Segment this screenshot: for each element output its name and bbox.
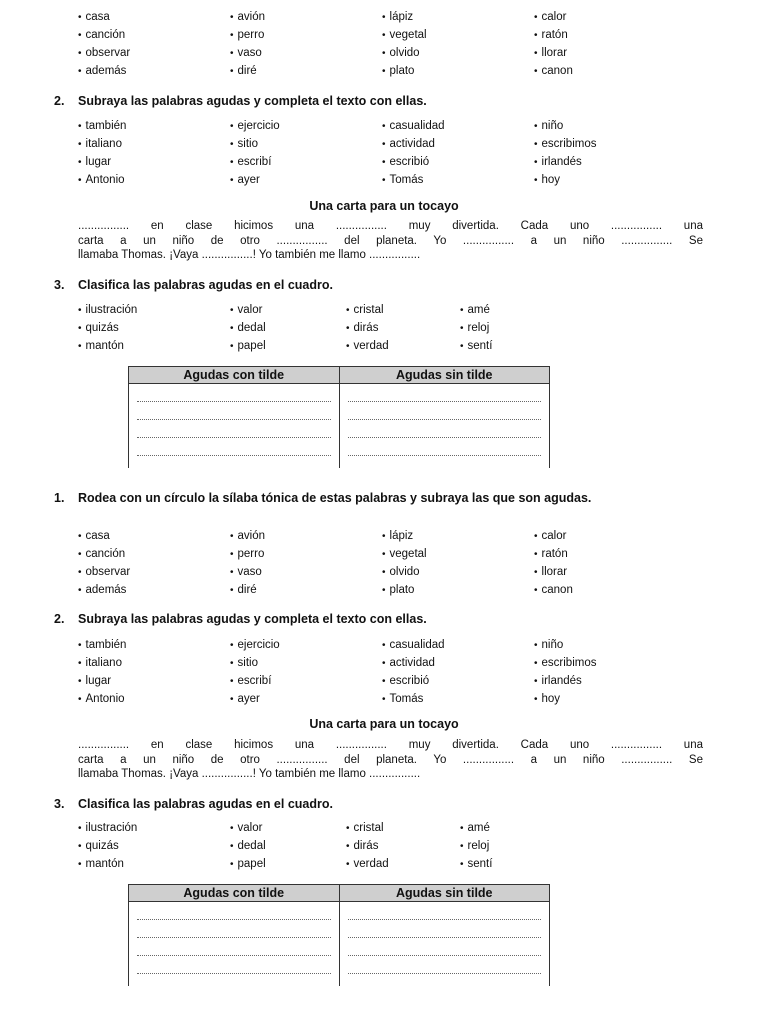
table-header: Agudas con tilde — [129, 885, 340, 902]
exercise-instruction: Subraya las palabras agudas y completa el texto con ellas. — [78, 94, 427, 108]
word: • escribimos — [534, 135, 596, 154]
exercise-heading — [54, 94, 427, 108]
answer-line[interactable] — [129, 956, 340, 974]
answer-line[interactable] — [339, 420, 550, 438]
word: • llorar — [534, 44, 567, 63]
exercise-instruction: Clasifica las palabras agudas en el cuadro. — [78, 797, 333, 811]
word: • amé — [460, 819, 490, 838]
answer-line[interactable] — [339, 920, 550, 938]
word: • hoy — [534, 171, 560, 190]
word: • escribimos — [534, 654, 596, 673]
word: • lápiz — [382, 527, 413, 546]
exercise-number: 2. — [54, 94, 65, 108]
word: • perro — [230, 26, 264, 45]
word: • papel — [230, 337, 266, 356]
word: • ratón — [534, 26, 568, 45]
table-header: Agudas sin tilde — [339, 885, 550, 902]
word: • cristal — [346, 301, 384, 320]
exercise-heading — [54, 491, 714, 506]
word: • quizás — [78, 319, 119, 338]
word: • dirás — [346, 837, 378, 856]
word: • Tomás — [382, 171, 423, 190]
answer-line[interactable] — [339, 902, 550, 921]
letter-line: llamaba Thomas. ¡Vaya ................! Yo también me llamo ................ — [78, 249, 421, 261]
word: • escribió — [382, 153, 429, 172]
word: • niño — [534, 636, 563, 655]
table-cell — [339, 974, 550, 986]
word: • lugar — [78, 672, 111, 691]
letter-line: llamaba Thomas. ¡Vaya ................! Yo también me llamo ................ — [78, 768, 421, 780]
answer-line[interactable] — [129, 920, 340, 938]
word: • verdad — [346, 855, 389, 874]
word: • papel — [230, 855, 266, 874]
word: • sitio — [230, 654, 258, 673]
word: • amé — [460, 301, 490, 320]
word: • Tomás — [382, 690, 423, 709]
word: • ilustración — [78, 301, 137, 320]
word: • además — [78, 62, 126, 81]
answer-line[interactable] — [339, 956, 550, 974]
word: • plato — [382, 581, 414, 600]
word: • casualidad — [382, 636, 445, 655]
exercise-instruction: Clasifica las palabras agudas en el cuadro. — [78, 278, 333, 292]
exercise-heading — [54, 278, 333, 292]
word: • también — [78, 636, 126, 655]
letter-text — [78, 738, 703, 782]
word: • escribió — [382, 672, 429, 691]
word: • escribí — [230, 153, 271, 172]
word: • actividad — [382, 654, 435, 673]
word: • lugar — [78, 153, 111, 172]
word: • avión — [230, 8, 265, 27]
word: • perro — [230, 545, 264, 564]
word: • irlandés — [534, 672, 582, 691]
word: • ejercicio — [230, 117, 280, 136]
table-cell — [129, 974, 340, 986]
answer-line[interactable] — [339, 402, 550, 420]
word: • Antonio — [78, 690, 125, 709]
table-header: Agudas sin tilde — [339, 367, 550, 384]
answer-line[interactable] — [129, 438, 340, 456]
word: • calor — [534, 8, 566, 27]
exercise-number: 1. — [54, 491, 65, 505]
word: • dirás — [346, 319, 378, 338]
word: • sentí — [460, 337, 492, 356]
word: • además — [78, 581, 126, 600]
answer-line[interactable] — [129, 384, 340, 403]
exercise-number: 3. — [54, 797, 65, 811]
exercise-heading — [54, 612, 427, 626]
word: • escribí — [230, 672, 271, 691]
word: • lápiz — [382, 8, 413, 27]
word: • italiano — [78, 135, 122, 154]
word: • dedal — [230, 837, 266, 856]
answer-line[interactable] — [339, 384, 550, 403]
answer-line[interactable] — [129, 902, 340, 921]
word: • avión — [230, 527, 265, 546]
word: • calor — [534, 527, 566, 546]
exercise-heading — [54, 797, 333, 811]
word: • canon — [534, 581, 573, 600]
word: • diré — [230, 581, 257, 600]
letter-line: ................ en clase hicimos una ................ muy divertida. Cada uno ................ una — [78, 220, 703, 232]
letter-line: carta a un niño de otro ................ del planeta. Yo ................ a un niño ................ Se — [78, 753, 703, 766]
word: • sentí — [460, 855, 492, 874]
letter-line: ................ en clase hicimos una ................ muy divertida. Cada uno ................ una — [78, 739, 703, 751]
word: • niño — [534, 117, 563, 136]
word: • canción — [78, 545, 125, 564]
word: • irlandés — [534, 153, 582, 172]
word: • hoy — [534, 690, 560, 709]
word: • ejercicio — [230, 636, 280, 655]
word: • dedal — [230, 319, 266, 338]
word: • mantón — [78, 855, 124, 874]
word: • Antonio — [78, 171, 125, 190]
answer-line[interactable] — [339, 438, 550, 456]
table-cell — [129, 456, 340, 468]
classification-table — [128, 366, 550, 468]
word: • vaso — [230, 44, 262, 63]
word: • plato — [382, 62, 414, 81]
exercise-number: 3. — [54, 278, 65, 292]
word: • ratón — [534, 545, 568, 564]
answer-line[interactable] — [129, 938, 340, 956]
word: • reloj — [460, 319, 489, 338]
classification-table — [128, 884, 550, 986]
word: • ayer — [230, 690, 260, 709]
word: • ilustración — [78, 819, 137, 838]
word: • vaso — [230, 563, 262, 582]
word: • sitio — [230, 135, 258, 154]
word: • mantón — [78, 337, 124, 356]
exercise-number: 2. — [54, 612, 65, 626]
answer-line[interactable] — [129, 402, 340, 420]
letter-title: Una carta para un tocayo — [309, 717, 459, 731]
exercise-instruction: Rodea con un círculo la sílaba tónica de estas palabras y subraya las que son agudas. — [78, 491, 592, 505]
answer-line[interactable] — [339, 938, 550, 956]
exercise-instruction: Subraya las palabras agudas y completa el texto con ellas. — [78, 612, 427, 626]
word: • observar — [78, 563, 130, 582]
word: • canon — [534, 62, 573, 81]
letter-line: carta a un niño de otro ................ del planeta. Yo ................ a un niño ................ Se — [78, 234, 703, 247]
word: • verdad — [346, 337, 389, 356]
word: • valor — [230, 819, 262, 838]
word: • reloj — [460, 837, 489, 856]
word: • casa — [78, 527, 110, 546]
letter-text — [78, 219, 703, 263]
word: • llorar — [534, 563, 567, 582]
table-header: Agudas con tilde — [129, 367, 340, 384]
word: • vegetal — [382, 545, 427, 564]
word: • cristal — [346, 819, 384, 838]
word: • también — [78, 117, 126, 136]
word: • vegetal — [382, 26, 427, 45]
word: • ayer — [230, 171, 260, 190]
word: • observar — [78, 44, 130, 63]
word: • casa — [78, 8, 110, 27]
word: • olvido — [382, 563, 420, 582]
answer-line[interactable] — [129, 420, 340, 438]
word: • olvido — [382, 44, 420, 63]
word: • quizás — [78, 837, 119, 856]
word: • actividad — [382, 135, 435, 154]
word: • canción — [78, 26, 125, 45]
letter-title: Una carta para un tocayo — [309, 199, 459, 213]
word: • italiano — [78, 654, 122, 673]
word: • valor — [230, 301, 262, 320]
word: • diré — [230, 62, 257, 81]
word: • casualidad — [382, 117, 445, 136]
table-cell — [339, 456, 550, 468]
